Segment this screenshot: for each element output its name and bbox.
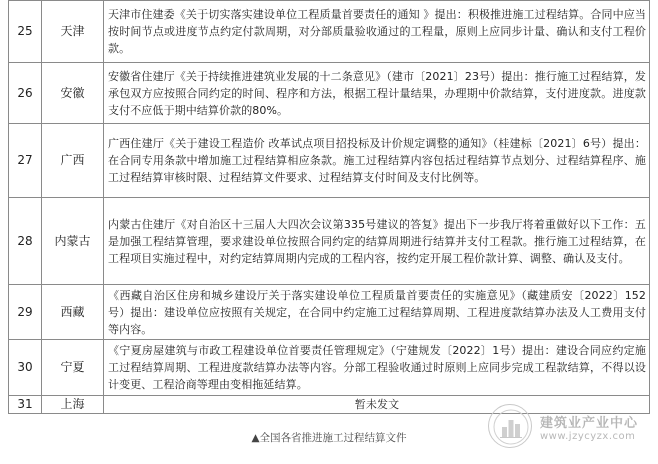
policy-text-cell: 内蒙古住建厅《对自治区十三届人大四次会议第335号建议的答复》提出下一步我厅将着重做好以下工作：五是加强工程结算管理，要求建设单位按照合同约定的结算周期进行结算并支付工程款。推行施工过程结算，在工程项目实施过程中，对约定结算周期内完成的工程内容，按约定开展工程价款计算、调整、确认及支付。 [104, 198, 650, 285]
policy-text-cell: 《宁夏房屋建筑与市政工程建设单位首要责任管理规定》（宁建规发〔2022〕1号）提出：建设合同应约定施工过程结算周期、工程进度款结算办法等内容。分部工程验收通过时原则上应同步完成工程款结算，不得以设计变更、工程洽商等理由变相拖延结算。 [104, 340, 650, 396]
province-cell: 安徽 [42, 63, 104, 124]
policy-text-cell: 安徽省住建厅《关于持续推进建筑业发展的十二条意见》（建市〔2021〕23号）提出：推行施工过程结算，发承包双方应按照合同约定的时间、程序和方法，根据工程计量结果，办理期中价款结算，支付进度款。进度款支付不应低于期中结算价款的80%。 [104, 63, 650, 124]
province-cell: 广西 [42, 124, 104, 198]
building-seal-icon [488, 404, 532, 448]
policy-text-cell: 天津市住建委《关于切实落实建设单位工程质量首要责任的通知 》提出：积极推进施工过程结算。合同中应当按时间节点或进度节点约定付款周期，对分部质量验收通过的工程量，原则上应同步计量、确认和支付工程价款。 [104, 1, 650, 63]
policy-text-cell: 暂未发文 [104, 396, 650, 414]
province-cell: 内蒙古 [42, 198, 104, 285]
row-number: 25 [9, 1, 42, 63]
province-cell: 天津 [42, 1, 104, 63]
table-row [9, 198, 650, 285]
row-number: 28 [9, 198, 42, 285]
table-row [9, 1, 650, 63]
figure-caption: ▲全国各省推进施工过程结算文件 [251, 432, 407, 444]
row-number: 27 [9, 124, 42, 198]
watermark-name: 建筑业产业中心 [540, 416, 639, 431]
policy-text-cell: 广西住建厅《关于建设工程造价 改革试点项目招投标及计价规定调整的通知》（桂建标〔2021〕6号）提出：在合同专用条款中增加施工过程结算相应条款。施工过程结算内容包括过程结算节点划分、过程结算程序、施工过程结算审核时限、过程结算文件要求、过程结算支付时间及支付比例等。 [104, 124, 650, 198]
policy-text-cell: 《西藏自治区住房和城乡建设厅关于落实建设单位工程质量首要责任的实施意见》（藏建质安〔2022〕152号）提出：建设单位应按照有关规定，在合同中约定施工过程结算周期、工程进度款结算办法及人工费用支付等内容。 [104, 285, 650, 340]
province-cell: 西藏 [42, 285, 104, 340]
table-row [9, 340, 650, 396]
table-row [9, 124, 650, 198]
table-row [9, 285, 650, 340]
watermark-url: www.jzycyzx.com [540, 431, 636, 442]
policy-table [8, 0, 650, 414]
table-row [9, 63, 650, 124]
row-number: 29 [9, 285, 42, 340]
province-cell: 上海 [42, 396, 104, 414]
row-number: 31 [9, 396, 42, 414]
row-number: 30 [9, 340, 42, 396]
province-cell: 宁夏 [42, 340, 104, 396]
watermark [488, 404, 653, 454]
row-number: 26 [9, 63, 42, 124]
